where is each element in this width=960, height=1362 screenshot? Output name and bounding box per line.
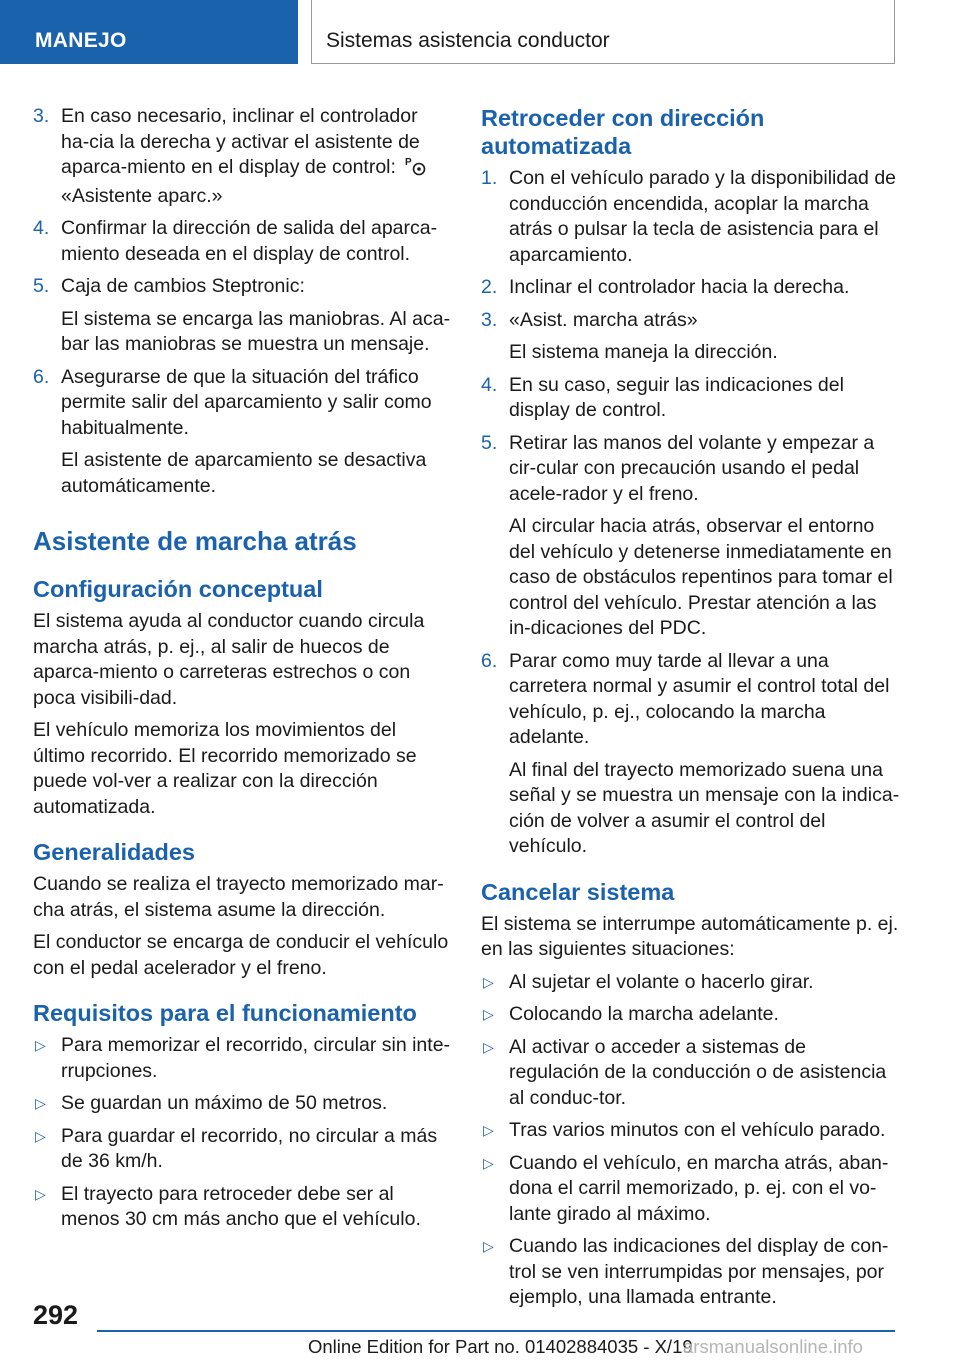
section-heading: Asistente de marcha atrás xyxy=(33,526,357,556)
list-item xyxy=(481,308,901,334)
footer-divider xyxy=(97,1330,895,1332)
step-text: Parar como muy tarde al llevar a una carretera normal y asumir el control total del vehículo, p. ej., colocando la marcha adelante. xyxy=(509,649,890,748)
step-text: Retirar las manos del volante y empezar a cir-cular con precaución usando el pedal acele-rador y el freno. xyxy=(509,431,875,505)
page-header xyxy=(0,0,960,66)
step-number: 5. xyxy=(481,431,498,454)
list-item xyxy=(481,649,901,751)
list-item xyxy=(33,365,451,442)
triangle-bullet-icon: ▷ xyxy=(483,1006,494,1022)
step-note: El sistema maneja la dirección. xyxy=(509,341,778,363)
step-number: 3. xyxy=(481,308,498,331)
bullet-text: Colocando la marcha adelante. xyxy=(509,1003,779,1025)
list-item xyxy=(481,166,901,268)
parking-assistant-icon xyxy=(405,156,427,184)
page-number: 292 xyxy=(33,1300,79,1330)
step-text: En su caso, seguir las indicaciones del display de control. xyxy=(509,373,844,421)
step-text: Asegurarse de que la situación del tráfico permite salir del aparcamiento y salir como habitualmente. xyxy=(61,365,432,439)
list-item xyxy=(33,1124,451,1175)
step-number: 4. xyxy=(481,373,498,396)
step-text: Confirmar la dirección de salida del aparca-miento deseada en el display de control. xyxy=(61,217,438,265)
list-item xyxy=(33,1033,451,1084)
bullet-text: Cuando las indicaciones del display de con-trol se ven interrumpidas por mensajes, por ejemplo, una llamada entrante. xyxy=(509,1235,889,1308)
paragraph: El sistema se interrumpe automáticamente p. ej. en las siguientes situaciones: xyxy=(481,912,899,960)
step-text: «Asist. marcha atrás» xyxy=(509,308,698,331)
triangle-bullet-icon: ▷ xyxy=(483,1154,494,1171)
list-item xyxy=(481,1234,901,1311)
subsection-heading: Retroceder con dirección automatizada xyxy=(481,105,765,159)
step-number: 4. xyxy=(33,217,50,239)
bullet-text: Al activar o acceder a sistemas de regulación de la conducción o de asistencia al conduc-tor. xyxy=(509,1035,887,1109)
triangle-bullet-icon: ▷ xyxy=(483,1238,494,1254)
triangle-bullet-icon: ▷ xyxy=(35,1185,46,1202)
list-item xyxy=(481,1151,901,1228)
list-item xyxy=(33,1091,451,1117)
step-number: 1. xyxy=(481,167,498,189)
paragraph: El vehículo memoriza los movimientos del último recorrido. El recorrido memorizado se puede vol-ver a realizar con la dirección automatizada. xyxy=(33,719,417,818)
triangle-bullet-icon: ▷ xyxy=(35,1127,46,1144)
list-item xyxy=(33,216,451,267)
list-item xyxy=(481,1118,901,1144)
step-note: El asistente de aparcamiento se desactiva automáticamente. xyxy=(61,449,427,497)
triangle-bullet-icon: ▷ xyxy=(35,1095,46,1111)
step-number: 6. xyxy=(33,365,50,388)
section-tab: MANEJO xyxy=(0,0,298,64)
paragraph: El sistema ayuda al conductor cuando circula marcha atrás, p. ej., al salir de huecos de aparca-miento o carreteras estrechos o con poca visibili-dad. xyxy=(33,610,425,709)
bullet-text: Cuando el vehículo, en marcha atrás, aban-dona el carril memorizado, p. ej. con el vo-lante girado al máximo. xyxy=(509,1151,889,1225)
chapter-title: Sistemas asistencia conductor xyxy=(311,0,895,64)
bullet-text: El trayecto para retroceder debe ser al menos 30 cm más ancho que el vehículo. xyxy=(61,1182,421,1230)
footer-edition: Online Edition for Part no. 01402884035 - X/19 xyxy=(308,1336,693,1357)
bullet-text: Al sujetar el volante o hacerlo girar. xyxy=(509,970,814,993)
paragraph: Cuando se realiza el trayecto memorizado mar-cha atrás, el sistema asume la dirección. xyxy=(33,873,444,921)
list-item xyxy=(481,1035,901,1112)
step-number: 6. xyxy=(481,649,498,672)
step-number: 3. xyxy=(33,105,50,127)
bullet-text: Para memorizar el recorrido, circular sin inte-rrupciones. xyxy=(61,1034,451,1082)
bullet-text: Tras varios minutos con el vehículo parado. xyxy=(509,1119,886,1141)
list-item xyxy=(481,970,901,996)
step-note: El sistema se encarga las maniobras. Al aca-bar las maniobras se muestra un mensaje. xyxy=(61,307,451,355)
triangle-bullet-icon: ▷ xyxy=(35,1037,46,1053)
step-note: Al circular hacia atrás, observar el entorno del vehículo y detenerse inmediatamente en caso de obstáculos repentinos para tomar el control del vehículo. Prestar atención a las in-dicaciones del PDC. xyxy=(509,515,893,639)
left-column xyxy=(33,104,451,1240)
step-text: Caja de cambios Steptronic: xyxy=(61,275,305,297)
step-menu-entry: «Asistente aparc.» xyxy=(61,184,223,207)
svg-text:P: P xyxy=(405,157,413,168)
list-item xyxy=(481,1002,901,1028)
step-text: Con el vehículo parado y la disponibilidad de conducción encendida, acoplar la marcha atrás o pulsar la tecla de asistencia para el aparcamiento. xyxy=(509,167,897,266)
step-number: 2. xyxy=(481,276,498,298)
triangle-bullet-icon: ▷ xyxy=(483,1038,494,1055)
list-item xyxy=(481,373,901,424)
list-item xyxy=(481,275,901,301)
bullet-text: Se guardan un máximo de 50 metros. xyxy=(61,1092,388,1114)
subsection-heading: Configuración conceptual xyxy=(33,576,323,602)
list-item xyxy=(33,1182,451,1233)
bullet-text: Para guardar el recorrido, no circular a más de 36 km/h. xyxy=(61,1124,438,1172)
subsection-heading: Requisitos para el funcionamiento xyxy=(33,1000,417,1026)
step-text: Inclinar el controlador hacia la derecha. xyxy=(509,276,850,298)
list-item xyxy=(481,431,901,508)
step-number: 5. xyxy=(33,275,50,297)
list-item xyxy=(33,104,451,209)
step-note: Al final del trayecto memorizado suena una señal y se muestra un mensaje con la indica-ción de volver a asumir el control del vehículo. xyxy=(509,758,900,857)
step-text: En caso necesario, inclinar el controlador ha-cia la derecha y activar el asistente de aparca-miento en el display de control: xyxy=(61,105,420,178)
watermark: arsmanualsonline.info xyxy=(683,1336,863,1357)
right-column xyxy=(481,104,901,1318)
list-item xyxy=(33,274,451,300)
triangle-bullet-icon: ▷ xyxy=(483,1122,494,1138)
subsection-heading: Generalidades xyxy=(33,839,195,865)
subsection-heading: Cancelar sistema xyxy=(481,878,675,905)
paragraph: El conductor se encarga de conducir el vehículo con el pedal acelerador y el freno. xyxy=(33,931,449,979)
triangle-bullet-icon: ▷ xyxy=(483,973,494,990)
